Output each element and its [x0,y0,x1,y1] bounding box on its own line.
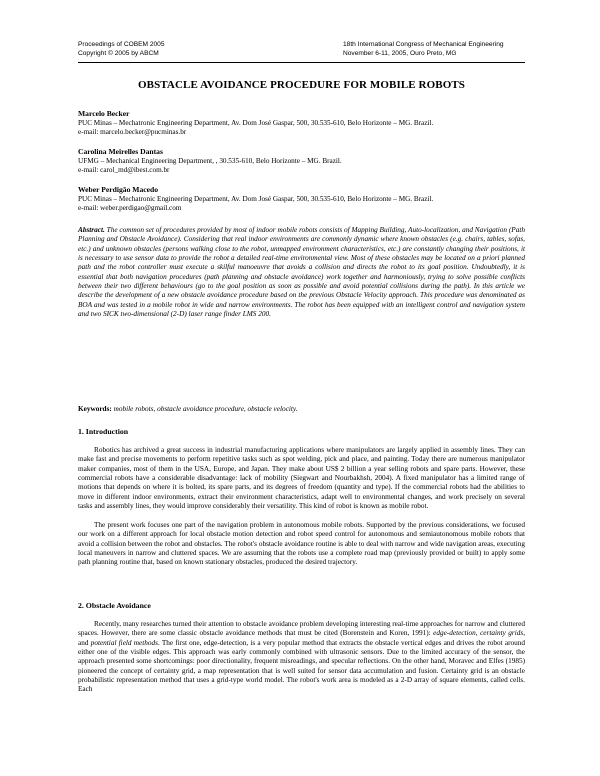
author-name: Weber Perdigão Macedo [78,185,158,194]
abstract-text: The common set of procedures provided by most of indoor mobile robots consists of Mapping Building, Auto-localization, and Navigation (Path Planning and Obstacle Avoidance). Considering that real indoor environments are commonly dynamic where known obstacles (e.g. chairs, tables, sofas, etc.) and unknown obstacles (persons walking close to the robot, unmapped environment characteristics, etc.) are constantly changing their positions, it is necessary to use sensor data to provide the robot a detailed real-time environmental view. Most of these obstacles may be located on a priori planned path and the robot controller must execute a skilful manoeuvre that avoids a collision and directs the robot to its goal position. Undoubtedly, it is essential that both navigation procedures (path planning and obstacle avoidance) work together and harmoniously, trying to solve possible conflicts between their two different behaviours (go to the goal position as soon as possible and avoid potential collisions during the path). In this article we describe the development of a new obstacle avoidance procedure based on the previous Obstacle Velocity approach. This procedure was denominated as BOA and was tested in a mobile robot in wide and narrow environments. The robot has been equipped with an intelligent control and navigation system and two SICK two-dimensional (2-D) laser range finder LMS 200. [78,226,525,319]
paper-title: OBSTACLE AVOIDANCE PROCEDURE FOR MOBILE ROBOTS [138,79,465,91]
keywords-text: mobile robots, obstacle avoidance procedure, obstacle velocity. [113,405,298,413]
abstract [78,226,525,319]
section-heading: 1. Introduction [78,427,129,436]
paragraph: Robotics has archived a great success in industrial manufacturing applications where manipulators are largely applied in assembly lines. They can make fast and precise movements to perform repetitive tasks such as spot welding, pick and place, and painting. Today there are numerous manipulator maker companies, most of them in the USA, Europe, and Japan. They make about US$ 2 billion a year selling robots and spare parts. However, these commercial robots have a considerable disadvantage: lack of mobility (Siegwart and Nourbakhsh, 2004). A fixed manipulator has a limited range of motions that depends on where it is bolted, its spare parts, and its degrees of freedom (quantity and type). If the commercial robots had the abilities to move in different indoor environments, extract their environment characteristics, adapt well to environmental changes, and work precisely on several tasks and assembly lines, they would improve considerably their versatility. This kind of robot is known as mobile robot. [78,446,525,511]
keywords-label: Keywords: [78,405,112,413]
author-block [78,185,525,214]
paragraph-text: Recently, many researches turned their attention to obstacle avoidance problem developing interesting real-time approaches for narrow and cluttered spaces. However, there are some classic obstacle avoidance methods that must be cited (Borenstein and Koren, 1991): edge-detection, certainty grids, and potential field methods. The first one, edge-detection, is a very popular method that extracts the obstacle vertical edges and drives the robot around either one of the visible edges. This approach was early commonly combined with ultrasonic sensors. Due to the limited accuracy of the sensor, the approach presented some shortcomings: poor directionality, frequent misreadings, and specular reflections. On the other hand, Moravec and Elfes (1985) pioneered the concept of certainty grid, a map representation that is well suited for sensor data accumulation and fusion. Certainty grid is an obstacle probabilistic representation method that uses a grid-type world model. The robot's work area is modeled as a 2-D array of square elements, called cells. Each [78,620,526,694]
author-block [78,147,525,176]
author-name: Carolina Meirelles Dantas [78,147,163,156]
running-header-right [343,41,504,58]
author-affiliation: PUC Minas – Mechatronic Engineering Department, Av. Dom José Gaspar, 500, 30.535-610, Belo Horizonte – MG. Brazil. [78,194,434,203]
conference-name: Proceedings of COBEM 2005 [78,41,165,48]
paragraph [78,620,525,695]
keywords [78,405,525,413]
congress-date-place: November 6-11, 2005, Ouro Preto, MG [343,49,457,57]
author-email: e-mail: carol_md@ibest.com.br [78,166,170,175]
section-heading: 2. Obstacle Avoidance [78,601,151,610]
author-email: e-mail: weber.perdigao@gmail.com [78,204,182,213]
author-name: Marcelo Becker [78,109,130,118]
author-block [78,109,525,138]
header-rule [78,62,525,63]
author-affiliation: PUC Minas – Mechatronic Engineering Department, Av. Dom José Gaspar, 500, 30.535-610, Belo Horizonte – MG. Brazil. [78,118,434,127]
paragraph: The present work focuses one part of the navigation problem in autonomous mobile robots. Supported by the previous considerations, we focused our work on a different approach for local obstacle motion detection and robot speed control for autonomous and semiautonomous mobile robots that avoid a collision between the robot and obstacles. The robot's obstacle avoidance routine is able to deal with narrow and wide navigation areas, executing local maneuvers in narrow and cluttered spaces. We are assuming that the robots use a complete road map (previously provided or built) to apply some path planning routine that, based on known stationary obstacles, produced the desired trajectory. [78,521,525,567]
running-header-left [78,41,165,58]
author-email: e-mail: marcelo.becker@pucminas.br [78,128,187,137]
author-affiliation: UFMG – Mechanical Engineering Department, , 30.535-610, Belo Horizonte – MG. Brazil. [78,156,342,165]
abstract-label: Abstract. [78,226,105,234]
congress-name: 18th International Congress of Mechanical Engineering [343,41,504,48]
copyright-line: Copyright © 2005 by ABCM [78,49,159,57]
